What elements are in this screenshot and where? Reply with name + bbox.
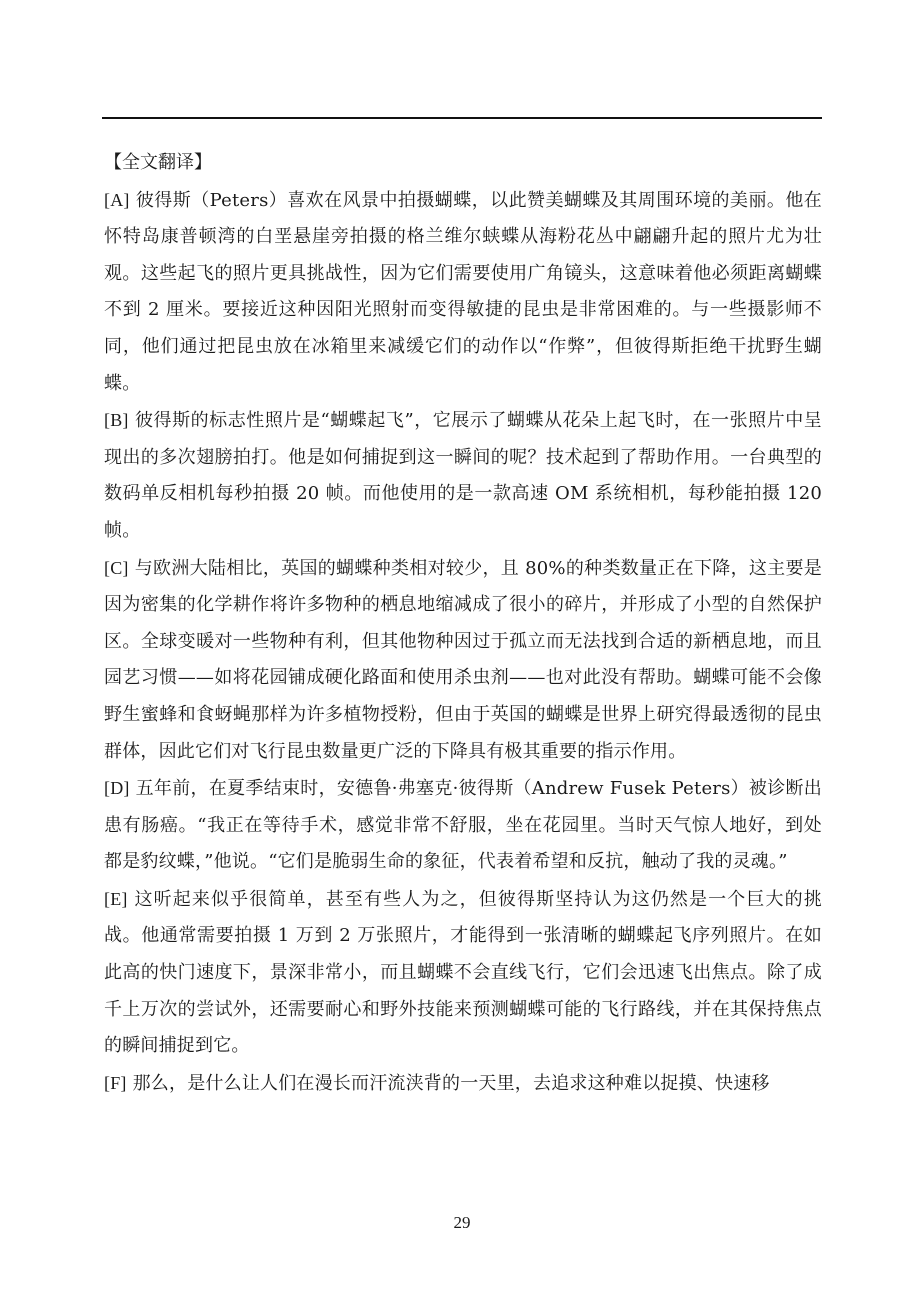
document-body [104,145,822,1102]
paragraph-label: [A] [104,189,130,210]
paragraph-text: 与欧洲大陆相比，英国的蝴蝶种类相对较少，且 80%的种类数量正在下降，这主要是因为密集的化学耕作将许多物种的栖息地缩减成了很小的碎片，并形成了小型的自然保护区。全球变暖对一些物种有利，但其他物种因过于孤立而无法找到合适的新栖息地，而且园艺习惯——如将花园铺成硬化路面和使用杀虫剂——也对此没有帮助。蝴蝶可能不会像野生蜜蜂和食蚜蝇那样为许多植物授粉，但由于英国的蝴蝶是世界上研究得最透彻的昆虫群体，因此它们对飞行昆虫数量更广泛的下降具有极其重要的指示作用。 [104,557,822,762]
paragraph-label: [B] [104,410,129,431]
paragraph-f [104,1065,822,1103]
paragraph-text: 彼得斯的标志性照片是“蝴蝶起飞”，它展示了蝴蝶从花朵上起飞时，在一张照片中呈现出的多次翅膀拍打。他是如何捕捉到这一瞬间的呢？技术起到了帮助作用。一台典型的数码单反相机每秒拍摄 20 帧。而他使用的是一款高速 OM 系统相机，每秒能拍摄 120 帧。 [104,410,822,541]
paragraph-text: 五年前，在夏季结束时，安德鲁·弗塞克·彼得斯（Andrew Fusek Peters）被诊断出患有肠癌。“我正在等待手术，感觉非常不舒服，坐在花园里。当时天气惊人地好，到处都是豹纹蝶，”他说。“它们是脆弱生命的象征，代表着希望和反抗，触动了我的灵魂。” [104,778,822,873]
paragraph-label: [F] [104,1072,127,1093]
paragraph-b [104,402,822,549]
paragraph-text: 这听起来似乎很简单，甚至有些人为之，但彼得斯坚持认为这仍然是一个巨大的挑战。他通常需要拍摄 1 万到 2 万张照片，才能得到一张清晰的蝴蝶起飞序列照片。在如此高的快门速度下，景深非常小，而且蝴蝶不会直线飞行，它们会迅速飞出焦点。除了成千上万次的尝试外，还需要耐心和野外技能来预测蝴蝶可能的飞行路线，并在其保持焦点的瞬间捕捉到它。 [104,888,822,1057]
paragraph-text: 彼得斯（Peters）喜欢在风景中拍摄蝴蝶，以此赞美蝴蝶及其周围环境的美丽。他在怀特岛康普顿湾的白垩悬崖旁拍摄的格兰维尔蛱蝶从海粉花丛中翩翩升起的照片尤为壮观。这些起飞的照片更具挑战性，因为它们需要使用广角镜头，这意味着他必须距离蝴蝶不到 2 厘米。要接近这种因阳光照射而变得敏捷的昆虫是非常困难的。与一些摄影师不同，他们通过把昆虫放在冰箱里来减缓它们的动作以“作弊”，但彼得斯拒绝干扰野生蝴蝶。 [104,189,822,394]
paragraph-text: 那么，是什么让人们在漫长而汗流浃背的一天里，去追求这种难以捉摸、快速移 [132,1072,770,1094]
paragraph-a [104,182,822,403]
paragraph-label: [E] [104,888,128,909]
page-number: 29 [453,1213,471,1232]
paragraph-label: [D] [104,778,130,799]
paragraph-label: [C] [104,557,129,578]
header-rule [102,117,822,119]
paragraph-d [104,770,822,881]
section-title: 【全文翻译】 [104,152,212,173]
paragraph-c [104,550,822,771]
paragraph-e [104,881,822,1065]
